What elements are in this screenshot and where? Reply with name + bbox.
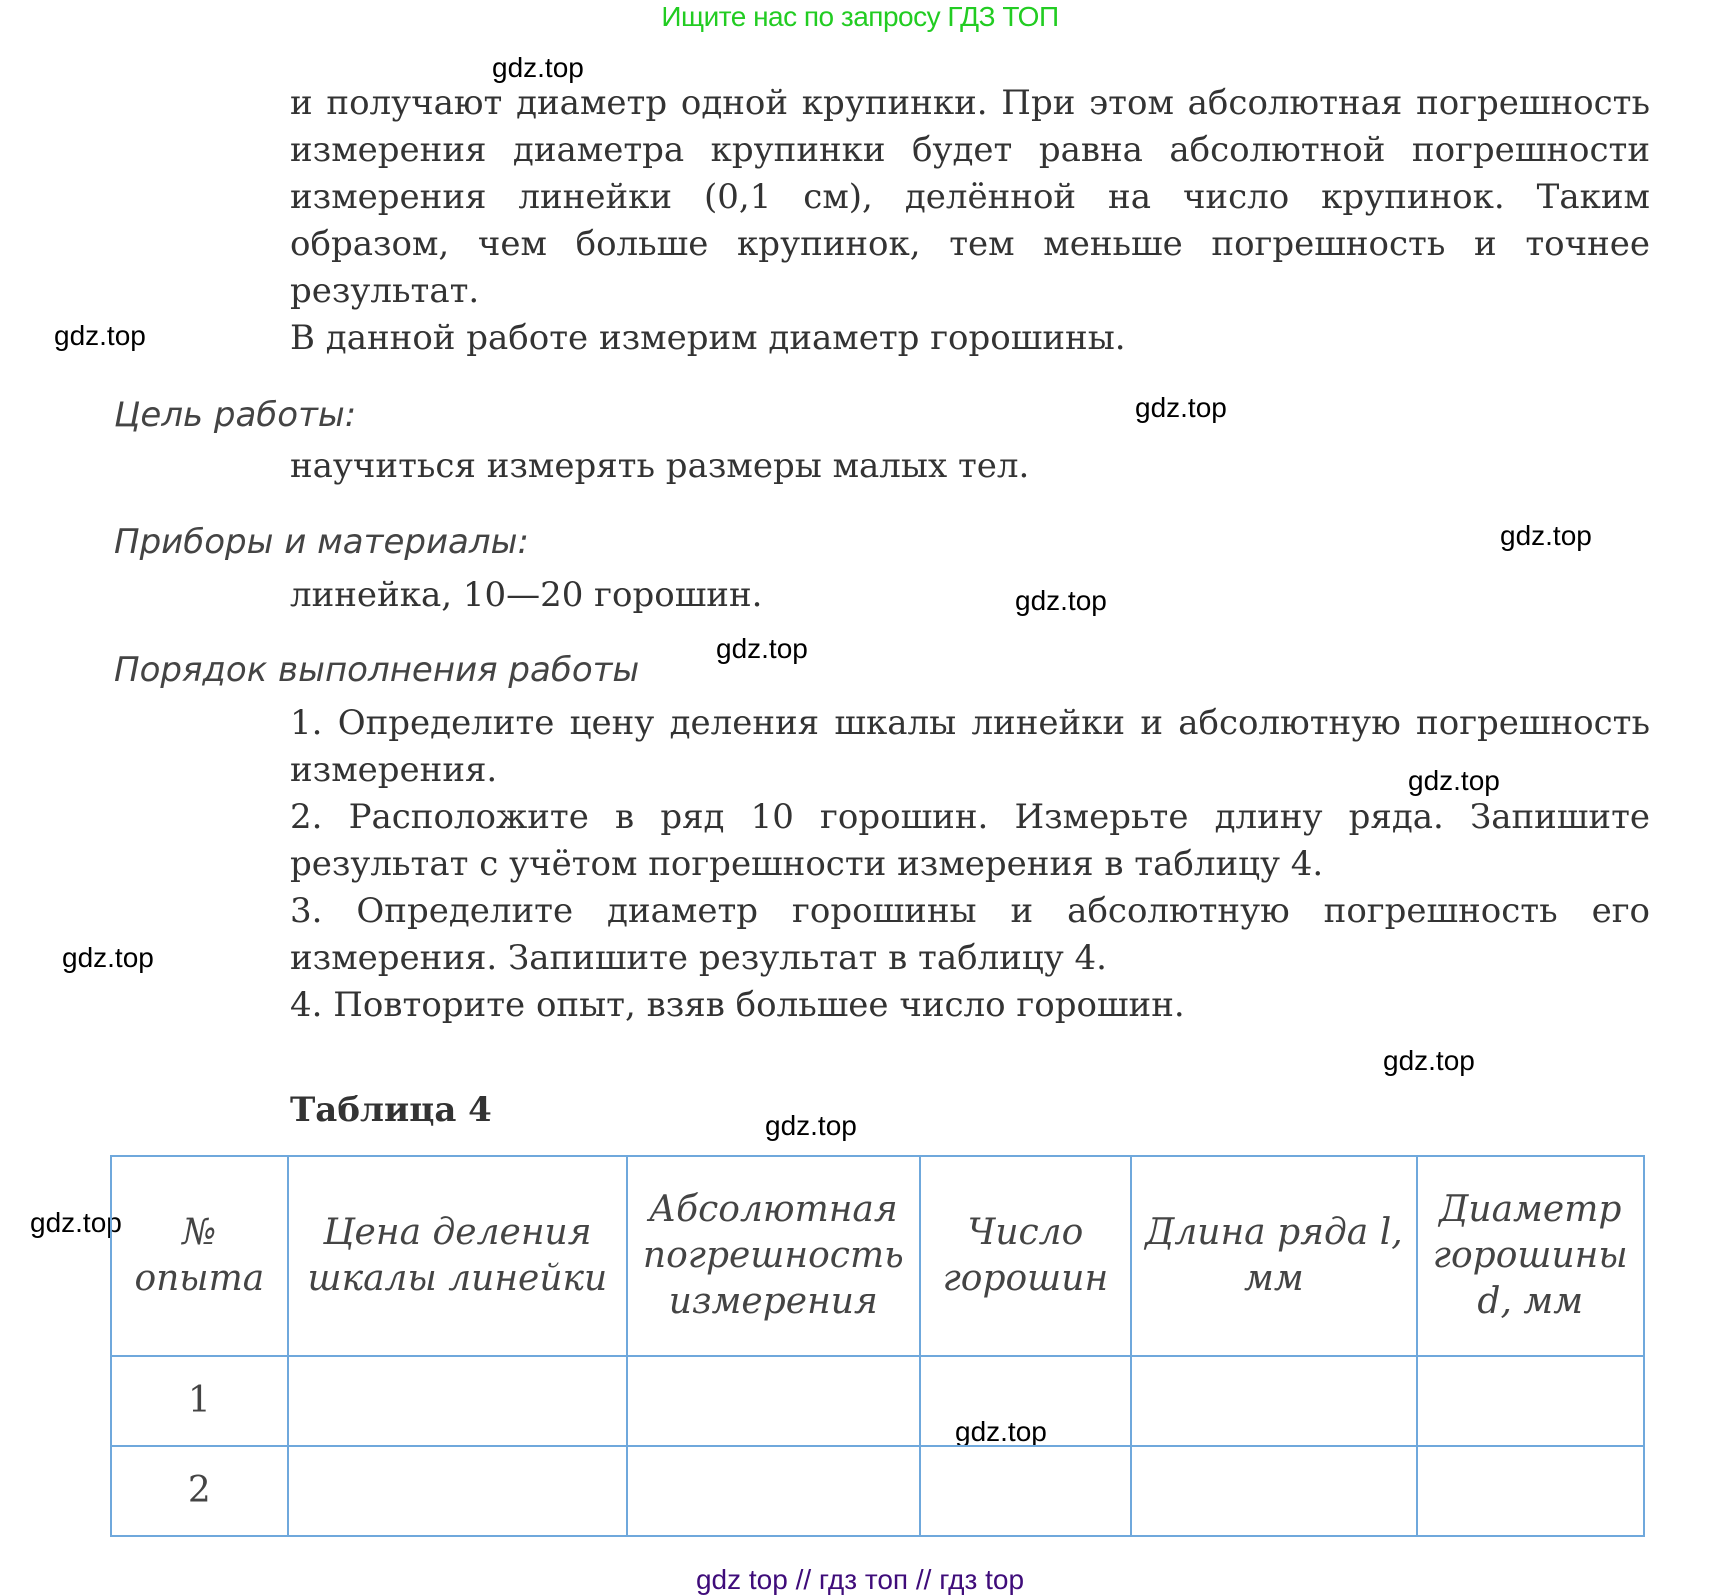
table-title: Таблица 4	[290, 1090, 492, 1130]
cell	[1417, 1446, 1645, 1536]
header-row-length: Длина ряда l, мм	[1131, 1156, 1416, 1356]
intro-paragraph	[290, 80, 1650, 362]
cell: 2	[111, 1446, 288, 1536]
watermark-label: gdz.top	[54, 320, 146, 351]
cell	[288, 1446, 627, 1536]
results-table	[110, 1155, 1645, 1537]
step-2: 2. Расположите в ряд 10 горошин. Измерьте длину ряда. Запишите результат с учётом погрешности измерения в таблицу 4.	[290, 797, 1650, 884]
watermark-label: gdz.top	[1015, 585, 1107, 616]
watermark-label: gdz.top	[1500, 520, 1592, 551]
header-absolute-error: Абсолютная погрешность измерения	[627, 1156, 919, 1356]
cell	[1131, 1446, 1416, 1536]
watermark-label: gdz.top	[1408, 765, 1500, 796]
step-3: 3. Определите диаметр горошины и абсолютную погрешность его измерения. Запишите результат в таблицу 4.	[290, 891, 1650, 978]
cell	[627, 1356, 919, 1446]
cell	[920, 1446, 1132, 1536]
watermark-label: gdz.top	[765, 1110, 857, 1141]
table-row	[111, 1446, 1644, 1536]
step-4: 4. Повторите опыт, взяв большее число горошин.	[290, 985, 1185, 1025]
table-row	[111, 1356, 1644, 1446]
cell	[627, 1446, 919, 1536]
procedure-heading: Порядок выполнения работы	[114, 650, 640, 690]
intro-text: и получают диаметр одной крупинки. При этом абсолютная погрешность измерения диаметра крупинки будет равна абсолютной погрешности измерения линейки (0,1 см), делённой на число крупинок. Таким образом, чем больше крупинок, тем меньше погрешность и точнее результат.	[290, 83, 1650, 311]
cell	[288, 1356, 627, 1446]
intro-line2: В данной работе измерим диаметр горошины.	[290, 318, 1126, 358]
procedure-steps	[290, 700, 1650, 1029]
watermark-label: gdz.top	[716, 633, 808, 664]
header-pea-count: Число горошин	[920, 1156, 1132, 1356]
materials-heading: Приборы и материалы:	[114, 522, 529, 562]
goal-text: научиться измерять размеры малых тел.	[290, 446, 1030, 486]
watermark-label: gdz.top	[1383, 1045, 1475, 1076]
footer-watermark: gdz top // гдз топ // гдз top	[695, 1564, 1025, 1595]
search-banner: Ищите нас по запросу ГДЗ ТОП	[661, 1, 1059, 32]
watermark-label: gdz.top	[62, 942, 154, 973]
table-header-row	[111, 1156, 1644, 1356]
step-1: 1. Определите цену деления шкалы линейки и абсолютную погрешность измерения.	[290, 703, 1650, 790]
materials-text: линейка, 10—20 горошин.	[290, 575, 763, 615]
cell: 1	[111, 1356, 288, 1446]
header-experiment-number: № опыта	[111, 1156, 288, 1356]
watermark-label: gdz.top	[30, 1207, 122, 1238]
watermark-label: gdz.top	[1135, 392, 1227, 423]
watermark-label: gdz.top	[955, 1416, 1047, 1447]
header-scale-division: Цена деления шкалы линейки	[288, 1156, 627, 1356]
goal-heading: Цель работы:	[114, 395, 357, 435]
cell	[1417, 1356, 1645, 1446]
header-pea-diameter: Диаметр горошины d, мм	[1417, 1156, 1645, 1356]
watermark-label: gdz.top	[492, 52, 584, 83]
cell	[920, 1356, 1132, 1446]
cell	[1131, 1356, 1416, 1446]
